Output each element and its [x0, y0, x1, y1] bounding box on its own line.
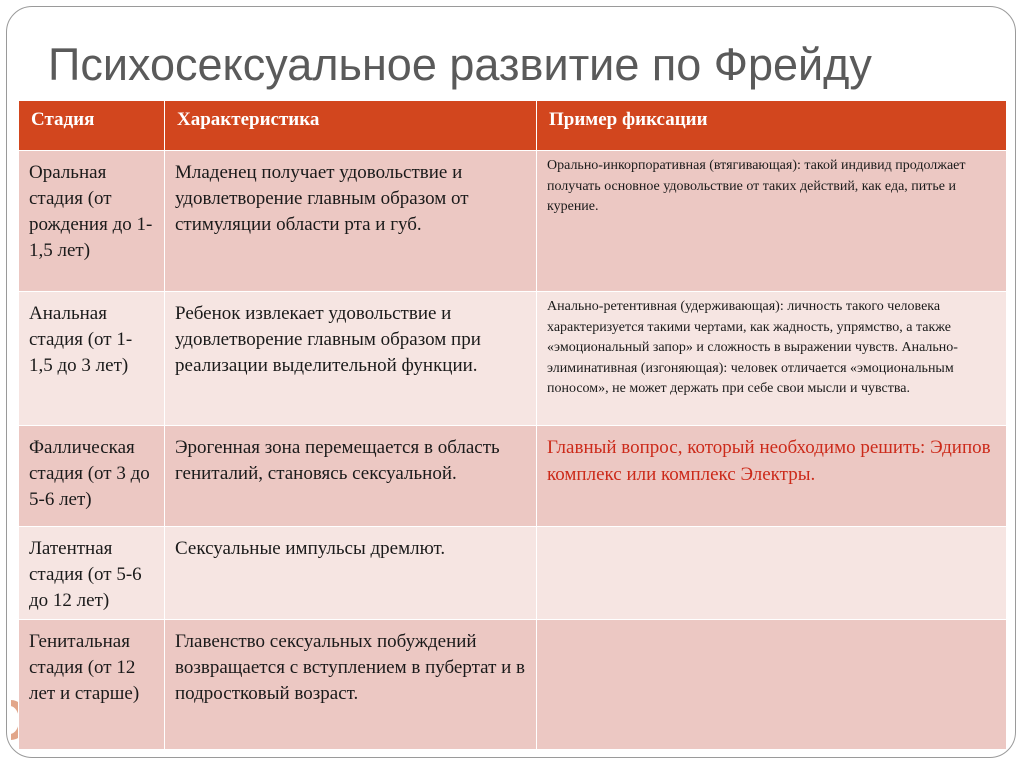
- characteristic-cell: Главенство сексуальных побуждений возвращается с вступлением в пубертат и в подростковый возраст.: [165, 620, 537, 750]
- fixation-cell: Орально-инкорпоративная (втягивающая): такой индивид продолжает получать основное удовольствие от таких действий, как еда, питье и курение.: [537, 151, 1007, 292]
- characteristic-cell: Эрогенная зона перемещается в область гениталий, становясь сексуальной.: [165, 426, 537, 527]
- stage-cell: Анальная стадия (от 1-1,5 до 3 лет): [19, 292, 165, 426]
- characteristic-cell: Ребенок извлекает удовольствие и удовлетворение главным образом при реализации выделительной функции.: [165, 292, 537, 426]
- characteristic-cell: Сексуальные импульсы дремлют.: [165, 527, 537, 620]
- fixation-cell: [537, 527, 1007, 620]
- stage-cell: Оральная стадия (от рождения до 1-1,5 лет): [19, 151, 165, 292]
- header-stage: Стадия: [19, 101, 165, 151]
- table-row: [19, 292, 1007, 426]
- fixation-cell: [537, 620, 1007, 750]
- table-row: [19, 426, 1007, 527]
- characteristic-cell: Младенец получает удовольствие и удовлетворение главным образом от стимуляции области рта и губ.: [165, 151, 537, 292]
- stage-cell: Генитальная стадия (от 12 лет и старше): [19, 620, 165, 750]
- header-fixation-example: Пример фиксации: [537, 101, 1007, 151]
- freud-stages-table: [18, 100, 1007, 750]
- fixation-cell: Анально-ретентивная (удерживающая): личность такого человека характеризуется такими чертами, как жадность, упрямство, а также «эмоциональный запор» и сложность в выражении чувств. Анально-элиминативная (изгоняющая): человек отличается «эмоциональным поносом», не может держать при себе свои мысли и чувства.: [537, 292, 1007, 426]
- table-header-row: [19, 101, 1007, 151]
- fixation-cell: Главный вопрос, который необходимо решить: Эдипов комплекс или комплекс Электры.: [537, 426, 1007, 527]
- stage-cell: Латентная стадия (от 5-6 до 12 лет): [19, 527, 165, 620]
- table-row: [19, 151, 1007, 292]
- slide-title: Психосексуальное развитие по Фрейду: [48, 39, 872, 90]
- table-row: [19, 620, 1007, 750]
- table-row: [19, 527, 1007, 620]
- header-characteristic: Характеристика: [165, 101, 537, 151]
- stage-cell: Фаллическая стадия (от 3 до 5-6 лет): [19, 426, 165, 527]
